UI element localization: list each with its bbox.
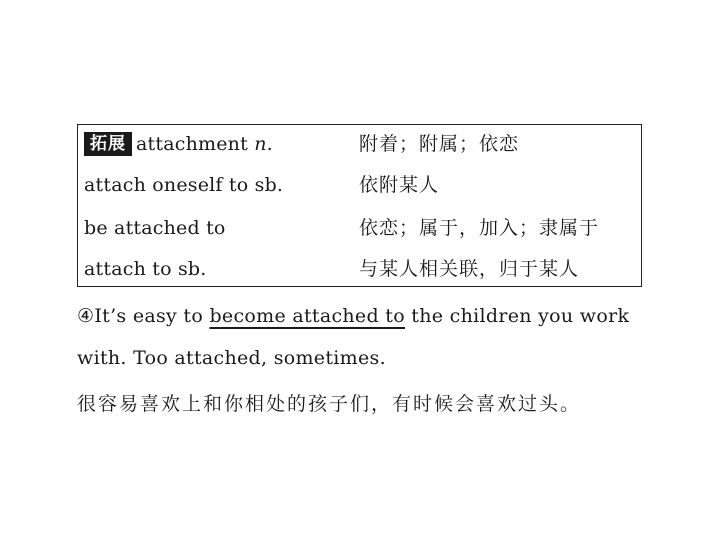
example-text-before: It’s easy to bbox=[94, 305, 210, 327]
vocab-term: attach oneself to sb. bbox=[84, 174, 284, 196]
example-translation: 很容易喜欢上和你相处的孩子们，有时候会喜欢过头。 bbox=[77, 393, 582, 415]
part-of-speech: n. bbox=[254, 133, 273, 155]
example-sentence-line-1 bbox=[77, 305, 677, 327]
example-sentence-line-2: with. Too attached, sometimes. bbox=[77, 347, 386, 369]
example-marker: ④ bbox=[77, 305, 95, 327]
vocab-row-attach-to bbox=[78, 254, 641, 284]
underlined-phrase: become attached to bbox=[209, 305, 405, 327]
vocab-term: be attached to bbox=[84, 217, 226, 239]
vocab-row-attachment bbox=[78, 129, 641, 159]
example-text-after: the children you work bbox=[404, 305, 630, 327]
vocab-row-attach-oneself bbox=[78, 170, 641, 200]
vocab-meaning: 与某人相关联，归于某人 bbox=[359, 258, 580, 280]
vocab-term bbox=[84, 129, 273, 159]
vocab-meaning: 附着；附属；依恋 bbox=[359, 133, 520, 155]
extension-tag: 拓展 bbox=[84, 132, 132, 156]
vocab-meaning: 依附某人 bbox=[359, 174, 440, 196]
vocab-meaning: 依恋；属于，加入；隶属于 bbox=[359, 217, 600, 239]
vocab-row-be-attached bbox=[78, 213, 641, 243]
vocab-term-word: attachment bbox=[136, 133, 248, 155]
vocab-extension-box bbox=[77, 124, 642, 287]
vocab-term: attach to sb. bbox=[84, 258, 207, 280]
